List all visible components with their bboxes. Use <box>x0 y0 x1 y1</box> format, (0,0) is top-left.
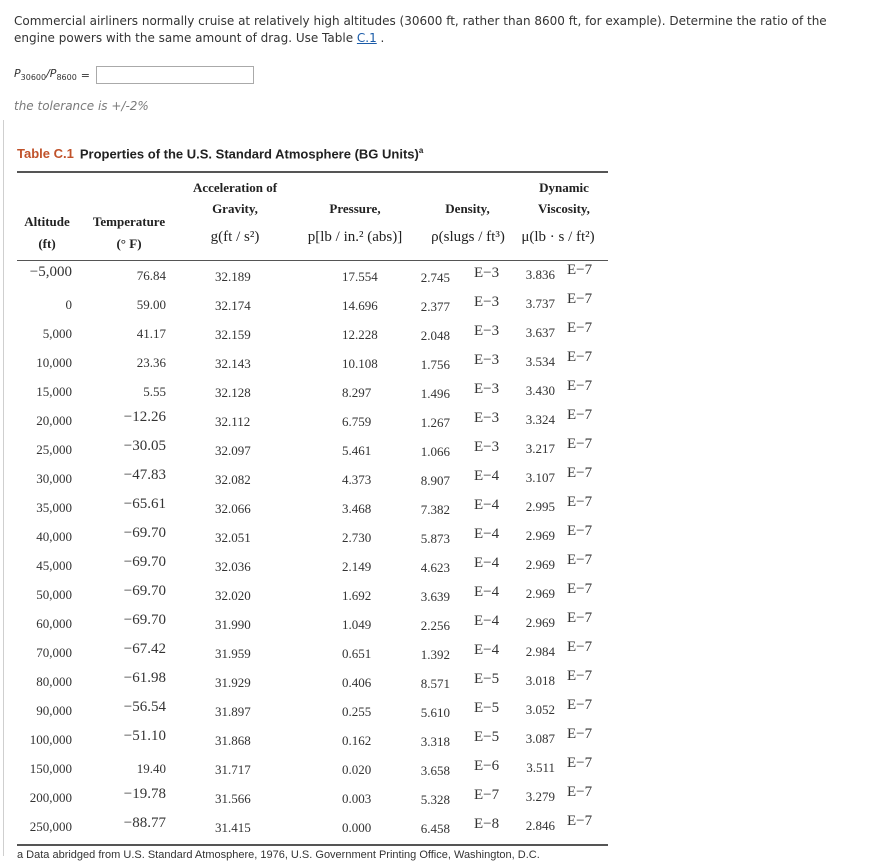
header-altitude: Altitude <box>24 214 70 229</box>
viscosity-exponent-cell: E−7 <box>567 494 593 510</box>
viscosity-mantissa-cell: 3.107 <box>525 470 555 485</box>
gravity-cell: 32.159 <box>215 327 251 342</box>
table-row <box>17 610 608 639</box>
temperature-cell: −88.77 <box>123 815 166 831</box>
altitude-cell: −5,000 <box>29 264 72 280</box>
altitude-cell: 250,000 <box>29 819 72 834</box>
viscosity-mantissa-cell: 3.737 <box>525 296 555 311</box>
density-mantissa-cell: 4.623 <box>420 560 450 575</box>
table-row <box>17 407 608 436</box>
table-row <box>17 552 608 581</box>
viscosity-exponent-cell: E−7 <box>567 320 593 336</box>
temperature-cell: −61.98 <box>123 670 166 686</box>
viscosity-mantissa-cell: 3.018 <box>525 673 555 688</box>
answer-row <box>14 64 254 86</box>
viscosity-exponent-cell: E−7 <box>567 291 593 307</box>
altitude-cell: 200,000 <box>29 790 72 805</box>
header-pressure: Pressure, <box>329 201 381 216</box>
table-header-rule <box>17 260 608 261</box>
header-viscosity-1: Dynamic <box>539 180 589 195</box>
altitude-cell: 40,000 <box>36 529 72 544</box>
pressure-cell: 0.000 <box>342 820 372 835</box>
table-bottom-rule <box>17 844 608 846</box>
gravity-cell: 32.143 <box>215 356 251 371</box>
question-body: Commercial airliners normally cruise at relatively high altitudes (30600 ft, rather than 8600 ft, for example). Determine the ratio of the engine powers with the same amount of drag. Use Table <box>14 14 827 45</box>
temperature-cell: −69.70 <box>123 612 166 628</box>
header-gravity-unit: g(ft / s²) <box>210 229 260 245</box>
gravity-cell: 32.112 <box>215 414 251 429</box>
density-exponent-cell: E−5 <box>474 671 500 687</box>
pressure-cell: 12.228 <box>342 327 378 342</box>
pressure-cell: 0.162 <box>342 733 372 748</box>
viscosity-mantissa-cell: 2.984 <box>525 644 555 659</box>
viscosity-mantissa-cell: 3.637 <box>525 325 555 340</box>
viscosity-mantissa-cell: 3.052 <box>525 702 555 717</box>
density-exponent-cell: E−5 <box>474 700 500 716</box>
viscosity-exponent-cell: E−7 <box>567 639 593 655</box>
altitude-cell: 15,000 <box>36 384 72 399</box>
left-divider <box>3 120 4 856</box>
density-mantissa-cell: 1.066 <box>420 444 450 459</box>
viscosity-exponent-cell: E−7 <box>567 813 593 829</box>
viscosity-mantissa-cell: 3.279 <box>525 789 555 804</box>
temperature-cell: 41.17 <box>136 326 166 341</box>
gravity-cell: 32.036 <box>215 559 251 574</box>
altitude-cell: 0 <box>65 297 72 312</box>
table-row <box>17 639 608 668</box>
pressure-cell: 1.692 <box>342 588 372 603</box>
gravity-cell: 31.959 <box>215 646 251 661</box>
viscosity-exponent-cell: E−7 <box>567 349 593 365</box>
density-exponent-cell: E−4 <box>474 613 500 629</box>
tolerance-text: the tolerance is +/-2% <box>14 99 149 113</box>
gravity-cell: 32.051 <box>215 530 251 545</box>
answer-input[interactable] <box>96 66 254 84</box>
gravity-cell: 32.082 <box>215 472 251 487</box>
viscosity-exponent-cell: E−7 <box>567 581 593 597</box>
header-density-unit: ρ(slugs / ft³) <box>431 229 505 245</box>
table-row <box>17 349 608 378</box>
density-exponent-cell: E−3 <box>474 381 500 397</box>
table-title: Table C.1 Properties of the U.S. Standard Atmosphere (BG Units)$^a$ <box>17 146 424 162</box>
table-link[interactable]: C.1 <box>356 31 377 45</box>
viscosity-exponent-cell: E−7 <box>567 378 593 394</box>
gravity-cell: 32.174 <box>215 298 251 313</box>
header-pressure-unit: p[lb / in.² (abs)] <box>307 229 403 245</box>
table-row <box>17 494 608 523</box>
viscosity-exponent-cell: E−7 <box>567 610 593 626</box>
density-exponent-cell: E−4 <box>474 526 500 542</box>
density-exponent-cell: E−3 <box>474 294 500 310</box>
altitude-cell: 5,000 <box>42 326 72 341</box>
pressure-cell: 8.297 <box>342 385 372 400</box>
pressure-cell: 10.108 <box>342 356 378 371</box>
density-exponent-cell: E−4 <box>474 555 500 571</box>
viscosity-mantissa-cell: 3.087 <box>525 731 555 746</box>
density-mantissa-cell: 1.756 <box>420 357 450 372</box>
altitude-cell: 50,000 <box>36 587 72 602</box>
viscosity-mantissa-cell: 3.534 <box>525 354 555 369</box>
density-mantissa-cell: 3.318 <box>420 734 450 749</box>
viscosity-exponent-cell: E−7 <box>567 726 593 742</box>
gravity-cell: 32.189 <box>215 269 251 284</box>
altitude-cell: 45,000 <box>36 558 72 573</box>
altitude-cell: 70,000 <box>36 645 72 660</box>
altitude-cell: 10,000 <box>36 355 72 370</box>
equals-sign: = <box>80 68 91 82</box>
altitude-cell: 150,000 <box>29 761 72 776</box>
density-exponent-cell: E−3 <box>474 265 500 281</box>
density-exponent-cell: E−3 <box>474 410 500 426</box>
altitude-cell: 100,000 <box>29 732 72 747</box>
altitude-cell: 60,000 <box>36 616 72 631</box>
table-body <box>17 262 608 842</box>
gravity-cell: 32.020 <box>215 588 251 603</box>
viscosity-exponent-cell: E−7 <box>567 262 593 278</box>
gravity-cell: 31.897 <box>215 704 251 719</box>
altitude-cell: 80,000 <box>36 674 72 689</box>
pressure-cell: 17.554 <box>342 269 378 284</box>
viscosity-mantissa-cell: 2.846 <box>525 818 555 833</box>
density-exponent-cell: E−6 <box>474 758 500 774</box>
header-gravity-2: Gravity, <box>212 201 258 216</box>
density-exponent-cell: E−4 <box>474 642 500 658</box>
density-exponent-cell: E−8 <box>474 816 500 832</box>
table-row <box>17 813 608 842</box>
temperature-cell: 23.36 <box>136 355 166 370</box>
gravity-cell: 31.566 <box>215 791 251 806</box>
temperature-cell: −12.26 <box>123 409 166 425</box>
altitude-cell: 90,000 <box>36 703 72 718</box>
table-row <box>17 668 608 697</box>
density-exponent-cell: E−3 <box>474 352 500 368</box>
table-footnote: a Data abridged from U.S. Standard Atmosphere, 1976, U.S. Government Printing Office, Washington, D.C. <box>17 849 540 861</box>
altitude-cell: 25,000 <box>36 442 72 457</box>
density-mantissa-cell: 2.745 <box>420 270 450 285</box>
table-row <box>17 755 608 784</box>
table-row <box>17 697 608 726</box>
pressure-cell: 5.461 <box>342 443 372 458</box>
density-mantissa-cell: 1.496 <box>420 386 450 401</box>
table-row <box>17 291 608 320</box>
gravity-cell: 31.990 <box>215 617 251 632</box>
viscosity-exponent-cell: E−7 <box>567 668 593 684</box>
header-viscosity-unit: μ(lb · s / ft²) <box>521 229 595 245</box>
temperature-cell: −69.70 <box>123 583 166 599</box>
viscosity-mantissa-cell: 2.969 <box>525 557 555 572</box>
gravity-cell: 31.717 <box>215 762 251 777</box>
viscosity-mantissa-cell: 3.324 <box>525 412 555 427</box>
answer-label: $P_{30600}/P_{8600}$ <box>14 67 77 83</box>
viscosity-exponent-cell: E−7 <box>567 465 593 481</box>
viscosity-mantissa-cell: 2.969 <box>525 586 555 601</box>
viscosity-exponent-cell: E−7 <box>567 755 593 771</box>
pressure-cell: 0.003 <box>342 791 372 806</box>
question-end: . <box>376 31 385 45</box>
density-mantissa-cell: 1.267 <box>420 415 450 430</box>
temperature-cell: −56.54 <box>123 699 166 715</box>
temperature-cell: −47.83 <box>123 467 166 483</box>
table-number: Table C.1 <box>17 146 74 162</box>
gravity-cell: 31.415 <box>215 820 251 835</box>
header-gravity-1: Acceleration of <box>192 180 278 195</box>
temperature-cell: −67.42 <box>123 641 166 657</box>
temperature-cell: −65.61 <box>123 496 166 512</box>
pressure-cell: 0.020 <box>342 762 372 777</box>
density-mantissa-cell: 5.328 <box>420 792 450 807</box>
temperature-cell: −30.05 <box>123 438 166 454</box>
pressure-cell: 0.255 <box>342 704 372 719</box>
density-exponent-cell: E−5 <box>474 729 500 745</box>
table-top-rule <box>17 171 608 173</box>
density-mantissa-cell: 8.907 <box>420 473 450 488</box>
header-temperature-unit: (° F) <box>116 236 142 251</box>
density-mantissa-cell: 6.458 <box>420 821 450 836</box>
density-exponent-cell: E−7 <box>474 787 500 803</box>
density-mantissa-cell: 5.873 <box>420 531 450 546</box>
table-row <box>17 581 608 610</box>
viscosity-exponent-cell: E−7 <box>567 697 593 713</box>
pressure-cell: 0.651 <box>342 646 372 661</box>
density-exponent-cell: E−3 <box>474 323 500 339</box>
pressure-cell: 1.049 <box>342 617 372 632</box>
viscosity-mantissa-cell: 2.995 <box>525 499 555 514</box>
density-mantissa-cell: 2.377 <box>420 299 450 314</box>
gravity-cell: 31.868 <box>215 733 251 748</box>
viscosity-mantissa-cell: 3.836 <box>525 267 555 282</box>
table-row <box>17 523 608 552</box>
header-altitude-unit: (ft) <box>38 236 56 251</box>
density-exponent-cell: E−3 <box>474 439 500 455</box>
density-mantissa-cell: 3.639 <box>420 589 450 604</box>
viscosity-exponent-cell: E−7 <box>567 552 593 568</box>
temperature-cell: −51.10 <box>123 728 166 744</box>
viscosity-exponent-cell: E−7 <box>567 784 593 800</box>
table-row <box>17 262 608 291</box>
header-temperature: Temperature <box>92 214 166 229</box>
viscosity-mantissa-cell: 3.430 <box>525 383 555 398</box>
table-row <box>17 726 608 755</box>
density-exponent-cell: E−4 <box>474 497 500 513</box>
table-row <box>17 465 608 494</box>
altitude-cell: 35,000 <box>36 500 72 515</box>
pressure-cell: 2.730 <box>342 530 372 545</box>
viscosity-mantissa-cell: 2.969 <box>525 528 555 543</box>
viscosity-mantissa-cell: 2.969 <box>525 615 555 630</box>
gravity-cell: 32.097 <box>215 443 251 458</box>
viscosity-mantissa-cell: 3.217 <box>525 441 555 456</box>
pressure-cell: 6.759 <box>342 414 372 429</box>
table-row <box>17 320 608 349</box>
density-mantissa-cell: 7.382 <box>420 502 450 517</box>
temperature-cell: −19.78 <box>123 786 166 802</box>
temperature-cell: −69.70 <box>123 554 166 570</box>
table-row <box>17 436 608 465</box>
density-mantissa-cell: 1.392 <box>420 647 450 662</box>
pressure-cell: 2.149 <box>342 559 372 574</box>
pressure-cell: 4.373 <box>342 472 372 487</box>
density-mantissa-cell: 2.048 <box>420 328 450 343</box>
density-mantissa-cell: 8.571 <box>420 676 450 691</box>
altitude-cell: 20,000 <box>36 413 72 428</box>
gravity-cell: 31.929 <box>215 675 251 690</box>
table-row <box>17 784 608 813</box>
header-viscosity-2: Viscosity, <box>538 201 590 216</box>
pressure-cell: 14.696 <box>342 298 378 313</box>
temperature-cell: 19.40 <box>136 761 166 776</box>
density-exponent-cell: E−4 <box>474 584 500 600</box>
gravity-cell: 32.066 <box>215 501 251 516</box>
altitude-cell: 30,000 <box>36 471 72 486</box>
viscosity-exponent-cell: E−7 <box>567 523 593 539</box>
temperature-cell: 5.55 <box>143 384 166 399</box>
gravity-cell: 32.128 <box>215 385 251 400</box>
header-density: Density, <box>445 201 490 216</box>
viscosity-mantissa-cell: 3.511 <box>526 760 555 775</box>
density-mantissa-cell: 3.658 <box>420 763 450 778</box>
temperature-cell: 76.84 <box>136 268 166 283</box>
temperature-cell: 59.00 <box>136 297 166 312</box>
density-mantissa-cell: 5.610 <box>420 705 450 720</box>
table-row <box>17 378 608 407</box>
pressure-cell: 3.468 <box>342 501 372 516</box>
temperature-cell: −69.70 <box>123 525 166 541</box>
viscosity-exponent-cell: E−7 <box>567 407 593 423</box>
question-text <box>14 13 870 47</box>
viscosity-exponent-cell: E−7 <box>567 436 593 452</box>
density-exponent-cell: E−4 <box>474 468 500 484</box>
pressure-cell: 0.406 <box>342 675 372 690</box>
density-mantissa-cell: 2.256 <box>420 618 450 633</box>
